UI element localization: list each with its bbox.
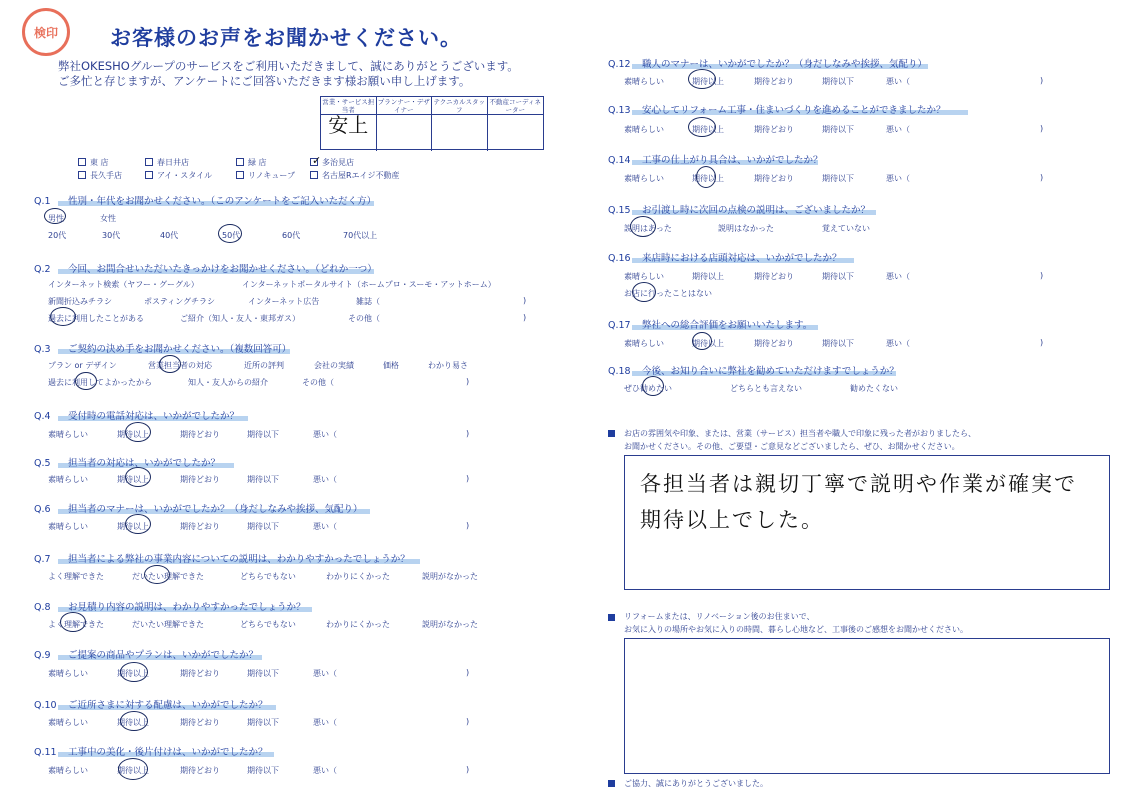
q4-option[interactable]: 悪い（ [313,430,337,439]
q16-option[interactable]: 悪い（ [886,272,910,281]
q14-option[interactable]: 期待以上 [692,174,724,183]
approval-stamp [22,8,70,56]
q3-option[interactable]: 営業担当者の対応 [148,361,212,370]
square-bullet-icon [608,780,615,787]
q5-option[interactable]: 素晴らしい [48,475,88,484]
q5-option[interactable]: 悪い（ [313,475,337,484]
q3-option[interactable]: 価格 [383,361,399,370]
answer-circle [630,216,656,237]
staff-header-realestate: 不動産コーディネーター [488,97,544,115]
question-11: Q.11 工事中の美化・後片付けは、いかがでしたか？ [34,747,268,758]
q18-option[interactable]: どちらとも言えない [730,384,802,393]
shop-option[interactable]: アイ・スタイル [145,170,212,181]
q2-option[interactable]: その他（ [348,314,380,323]
q10-paren: ) [466,717,470,726]
q4-option[interactable]: 期待以下 [247,430,279,439]
q6-option[interactable]: 期待以下 [247,522,279,531]
stamp-text: 検印 [33,25,58,40]
answer-circle [125,514,151,534]
q8-option[interactable]: 説明がなかった [422,620,478,629]
q14-paren: ) [1040,173,1044,182]
q9-option[interactable]: 悪い（ [313,669,337,678]
q15-option[interactable]: 説明はなかった [718,224,774,233]
q2-paren: ) [523,313,527,322]
q4-paren: ) [466,429,470,438]
q9-option[interactable]: 期待どおり [180,669,220,678]
q10-option[interactable]: 素晴らしい [48,718,88,727]
q18-option[interactable]: 勧めたくない [850,384,898,393]
q7-option[interactable]: よく理解できた [48,572,104,581]
answer-circle [218,224,242,243]
shop-option[interactable]: 名古屋Rエイジ不動産 [310,170,400,181]
q2-option[interactable]: ご紹介（知人・友人・東邦ガス） [180,314,300,323]
q11-paren: ) [466,765,470,774]
question-13: Q.13 安心してリフォーム工事・住まいづくりを進めることができましたか？ [608,105,946,116]
q1-age-option[interactable]: 60代 [282,231,301,240]
q2-option[interactable]: 新聞折込みチラシ [48,297,112,306]
q3-option[interactable]: 近所の評判 [244,361,284,370]
answer-circle [144,565,170,584]
shop-option[interactable]: 緑 店 [236,157,267,168]
shop-option[interactable]: リノキューブ [236,170,295,181]
q2-option[interactable]: インターネット広告 [248,297,320,306]
square-bullet-icon [608,430,615,437]
question-7: Q.7 担当者による弊社の事業内容についての説明は、わかりやすかったでしょうか？ [34,554,410,565]
q15-option[interactable]: 覚えていない [822,224,870,233]
q17-option[interactable]: 素晴らしい [624,339,664,348]
question-8: Q.8 お見積り内容の説明は、わかりやすかったでしょうか？ [34,602,306,613]
question-16: Q.16 来店時における店頭対応は、いかがでしたか？ [608,253,842,264]
q14-option[interactable]: 悪い（ [886,174,910,183]
q6-option[interactable]: 期待どおり [180,522,220,531]
q13-option[interactable]: 期待以上 [692,125,724,134]
answer-circle [60,612,86,632]
q13-paren: ) [1040,124,1044,133]
answer-circle [159,355,181,373]
q12-option[interactable]: 期待どおり [754,77,794,86]
staff-table [320,96,544,150]
question-18: Q.18 今後、お知り合いに弊社を勧めていただけますでしょうか？ [608,366,899,377]
q10-option[interactable]: 期待どおり [180,718,220,727]
intro-line-1: 弊社OKESHOグループのサービスをご利用いただきまして、誠にありがとうございます。 [58,59,519,73]
q3-option[interactable]: 会社の実績 [314,361,354,370]
question-2: Q.2 今回、お問合せいただいたきっかけをお聞かせください。（どれか一つ） [34,264,377,275]
q14-option[interactable]: 素晴らしい [624,174,664,183]
q2-option[interactable]: 過去に利用したことがある [48,314,144,323]
question-17: Q.17 弊社への総合評価をお願いいたします。 [608,320,813,331]
q13-option[interactable]: 素晴らしい [624,125,664,134]
q1-option[interactable]: 女性 [100,214,116,223]
q8-option[interactable]: よく理解できた [48,620,104,629]
q1-age-option[interactable]: 30代 [102,231,121,240]
answer-circle [696,166,716,188]
intro-line-2: ご多忙と存じますが、アンケートにご回答いただきます様お願い申し上げます。 [58,74,471,88]
q13-option[interactable]: 期待どおり [754,125,794,134]
q2-option[interactable]: ポスティングチラシ [144,297,216,306]
q8-option[interactable]: わかりにくかった [326,620,390,629]
answer-circle [688,69,716,89]
question-1: Q.1 性別・年代をお聞かせください。（このアンケートをご記入いただく方） [34,196,377,207]
question-6: Q.6 担当者のマナーは、いかがでしたか？（身だしなみや挨拶、気配り） [34,504,363,515]
q5-paren: ) [466,474,470,483]
question-12: Q.12 職人のマナーは、いかがでしたか？（身だしなみや挨拶、気配り） [608,59,928,70]
question-5: Q.5 担当者の対応は、いかがでしたか？ [34,458,221,469]
q6-option[interactable]: 期待以上 [117,522,149,531]
question-3: Q.3 ご契約の決め手をお聞かせください。（複数回答可） [34,344,292,355]
answer-circle [125,422,151,442]
checkbox-checked-icon: ✓ [312,154,322,167]
q1-age-option[interactable]: 20代 [48,231,67,240]
q8-option[interactable]: だいたい理解できた [132,620,204,629]
q7-option[interactable]: わかりにくかった [326,572,390,581]
q1-age-option[interactable]: 70代以上 [343,231,378,240]
q12-option[interactable]: 期待以上 [692,77,724,86]
q12-option[interactable]: 素晴らしい [624,77,664,86]
q12-paren: ) [1040,76,1044,85]
comment1-prompt-2: お聞かせください。その他、ご要望・ご意見などございましたら、ぜひ、お聞かせください。 [624,442,960,451]
q9-option[interactable]: 期待以下 [247,669,279,678]
checkbox-icon [236,171,244,179]
question-10: Q.10 ご近所さまに対する配慮は、いかがでしたか？ [34,700,268,711]
q11-option[interactable]: 期待以下 [247,766,279,775]
footer-thanks: ご協力、誠にありがとうございました。 [624,779,768,788]
checkbox-icon [236,158,244,166]
q10-option[interactable]: 悪い（ [313,718,337,727]
q1-option[interactable]: 男性 [48,214,64,223]
shop-option[interactable]: 東 店 [78,157,109,168]
checkbox-icon [145,158,153,166]
page-title: お客様のお声をお聞かせください。 [110,26,462,50]
q10-option[interactable]: 期待以下 [247,718,279,727]
q9-option[interactable]: 素晴らしい [48,669,88,678]
checkbox-icon [78,171,86,179]
q2-option[interactable]: 雑誌（ [356,297,380,306]
q7-option[interactable]: だいたい理解できた [132,572,204,581]
q3-paren: ) [466,377,470,386]
comment2-prompt-1: リフォームまたは、リノベーション後のお住まいで、 [624,612,815,621]
q10-option[interactable]: 期待以上 [117,718,149,727]
technical-cell [432,115,488,151]
q17-option[interactable]: 期待以上 [692,339,724,348]
q5-option[interactable]: 期待以上 [117,475,149,484]
checkbox-icon [310,171,318,179]
q16-option[interactable]: 期待どおり [754,272,794,281]
q15-option[interactable]: 説明はあった [624,224,672,233]
q16-option[interactable]: 期待以下 [822,272,854,281]
q3-option[interactable]: わかり易さ [428,361,468,370]
answer-circle [120,662,148,682]
question-14: Q.14 工事の仕上がり具合は、いかがでしたか？ [608,155,823,166]
q14-option[interactable]: 期待以下 [822,174,854,183]
comment1-prompt-1: お店の雰囲気や印象、または、営業（サービス）担当者や職人で印象に残った者がおりましたら、 [624,429,976,438]
answer-circle [44,208,66,224]
checkbox-icon [78,158,86,166]
q12-option[interactable]: 悪い（ [886,77,910,86]
q17-option[interactable]: 期待以下 [822,339,854,348]
shop-option-checked[interactable]: ✓ 多治見店 [312,154,354,167]
q9-option[interactable]: 期待以上 [117,669,149,678]
answer-circle [120,711,148,731]
q4-option[interactable]: 期待以上 [117,430,149,439]
q12-option[interactable]: 期待以下 [822,77,854,86]
answer-circle [125,467,151,487]
checkbox-icon [145,171,153,179]
q3-option[interactable]: その他（ [302,378,334,387]
square-bullet-icon [608,614,615,621]
q18-option[interactable]: ぜひ勧めたい [624,384,672,393]
answer-circle [632,282,656,302]
q2-paren: ) [523,296,527,305]
q11-option[interactable]: 素晴らしい [48,766,88,775]
q11-option[interactable]: 期待以上 [117,766,149,775]
answer-circle [50,307,76,326]
q16-option[interactable]: 素晴らしい [624,272,664,281]
staff-header-technical: テクニカルスタッフ [432,97,488,115]
q4-option[interactable]: 素晴らしい [48,430,88,439]
q17-option[interactable]: 悪い（ [886,339,910,348]
answer-circle [642,376,664,396]
q16-option[interactable]: お店に行ったことはない [624,289,712,298]
comment2-box[interactable] [624,638,1110,774]
q17-paren: ) [1040,338,1044,347]
realestate-cell [488,115,544,151]
planner-cell [377,115,433,151]
question-15: Q.15 お引渡し時に次回の点検の説明は、ございましたか？ [608,205,871,216]
q9-paren: ) [466,668,470,677]
comment2-prompt-2: お気に入りの場所やお気に入りの時間、暮らし心地など、工事後のご感想をお聞かせください。 [624,625,968,634]
q13-option[interactable]: 期待以下 [822,125,854,134]
answer-circle [75,372,97,390]
q2-option[interactable]: インターネットポータルサイト（ホームプロ・スーモ・アットホーム） [242,280,496,289]
sales-staff-name: 安上 [321,115,377,151]
q17-option[interactable]: 期待どおり [754,339,794,348]
answer-circle [688,117,716,137]
question-4: Q.4 受付時の電話対応は、いかがでしたか？ [34,411,240,422]
q2-option[interactable]: インターネット検索（ヤフー・グーグル） [48,280,199,289]
q5-option[interactable]: 期待どおり [180,475,220,484]
q1-age-option[interactable]: 40代 [160,231,179,240]
staff-header-planner: プランナー・デザイナー [377,97,433,115]
q3-option[interactable]: 知人・友人からの紹介 [188,378,268,387]
q3-option[interactable]: プラン or デザイン [48,361,117,370]
comment1-handwritten-line-2: 期待以上でした。 [640,508,824,532]
answer-circle [692,332,712,350]
q6-option[interactable]: 悪い（ [313,522,337,531]
q4-option[interactable]: 期待どおり [180,430,220,439]
q5-option[interactable]: 期待以下 [247,475,279,484]
q11-option[interactable]: 悪い（ [313,766,337,775]
q13-option[interactable]: 悪い（ [886,125,910,134]
q16-option[interactable]: 期待以上 [692,272,724,281]
q3-option[interactable]: 過去に利用してよかったから [48,378,152,387]
staff-header-sales: 営業・サービス担当者 [321,97,377,115]
q7-option[interactable]: 説明がなかった [422,572,478,581]
shop-option[interactable]: 長久手店 [78,170,122,181]
q7-option[interactable]: どちらでもない [240,572,296,581]
q8-option[interactable]: どちらでもない [240,620,296,629]
q11-option[interactable]: 期待どおり [180,766,220,775]
q6-option[interactable]: 素晴らしい [48,522,88,531]
question-9: Q.9 ご提案の商品やプランは、いかがでしたか？ [34,650,259,661]
q14-option[interactable]: 期待どおり [754,174,794,183]
q1-age-option[interactable]: 50代 [222,231,241,240]
answer-circle [118,758,148,780]
shop-option[interactable]: 春日井店 [145,157,189,168]
q16-paren: ) [1040,271,1044,280]
comment1-handwritten-line-1: 各担当者は親切丁寧で説明や作業が確実で [640,472,1077,496]
q6-paren: ) [466,521,470,530]
